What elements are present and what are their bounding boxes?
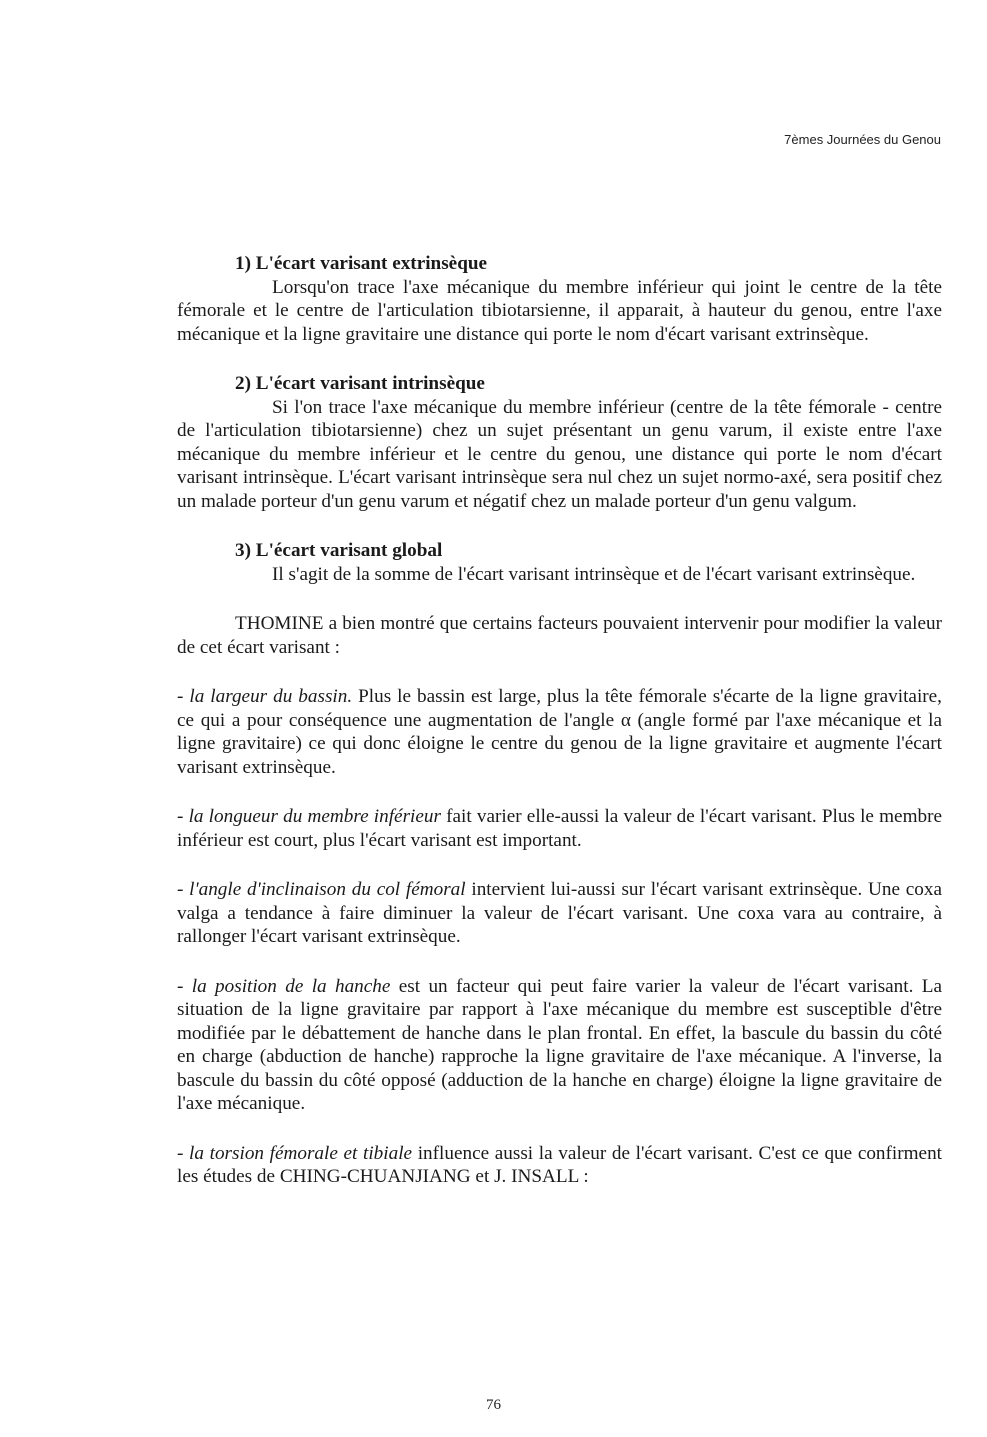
factor-label: - la position de la hanche bbox=[177, 975, 391, 997]
intro-paragraph: THOMINE a bien montré que certains facteurs pouvaient intervenir pour modifier la valeur de cet écart varisant : bbox=[177, 613, 942, 658]
factor-label: - l'angle d'inclinaison du col fémoral bbox=[177, 879, 466, 900]
factor-item bbox=[177, 805, 942, 852]
factor-label: - la torsion fémorale et tibiale bbox=[177, 1142, 413, 1164]
factor-text: intervient lui-aussi sur l'écart varisant extrinsèque. Une coxa valga a tendance à faire diminuer la valeur de l'écart varisant. Une coxa vara au contraire, à rallonger l'écart varisant extrinsèque. bbox=[177, 879, 942, 947]
section-paragraph: Lorsqu'on trace l'axe mécanique du membre inférieur qui joint le centre de la tête fémorale et le centre de l'articulation tibiotarsienne, il apparait, à hauteur du genou, entre l'axe mécanique et la ligne gravitaire une distance qui porte le nom d'écart varisant extrinsèque. bbox=[177, 276, 942, 345]
factor-text: fait varier elle-aussi la valeur de l'écart varisant. Plus le membre inférieur est court, plus l'écart varisant est important. bbox=[177, 806, 943, 851]
document-body bbox=[177, 252, 942, 1215]
page-number: 76 bbox=[486, 1397, 501, 1413]
intro-block bbox=[177, 612, 942, 659]
factor-label: - la largeur du bassin. bbox=[177, 686, 353, 707]
factor-item bbox=[177, 685, 942, 779]
factor-item bbox=[177, 878, 942, 949]
factor-label: - la longueur du membre inférieur bbox=[177, 806, 441, 827]
section-ecart-intrinseque bbox=[177, 372, 942, 513]
factor-text: Plus le bassin est large, plus la tête fémorale s'écarte de la ligne gravitaire, ce qui a pour conséquence une augmentation de l'angle α (angle formé par l'axe mécanique et la ligne gravitaire) ce qui donc éloigne le centre du genou de la ligne gravitaire et augmente l'écart varisant extrinsèque. bbox=[177, 686, 942, 778]
section-paragraph: Il s'agit de la somme de l'écart varisant intrinsèque et de l'écart varisant extrinsèque. bbox=[272, 563, 916, 585]
section-heading: 3) L'écart varisant global bbox=[235, 540, 443, 561]
section-ecart-global bbox=[177, 539, 942, 586]
factor-item bbox=[177, 1142, 942, 1189]
factor-item bbox=[177, 975, 942, 1116]
section-heading: 2) L'écart varisant intrinsèque bbox=[235, 373, 485, 394]
section-heading: 1) L'écart varisant extrinsèque bbox=[235, 253, 488, 274]
factor-text: est un facteur qui peut faire varier la valeur de l'écart varisant. La situation de la ligne gravitaire par rapport à l'axe mécanique du membre est susceptible d'être modifiée par le débattement de hanche dans le plan frontal. En effet, la bascule du bassin du côté en charge (abduction de hanche) rapproche la ligne gravitaire de l'axe mécanique. A l'inverse, la bascule du bassin du côté opposé (adduction de la hanche en charge) éloigne la ligne gravitaire de l'axe mécanique. bbox=[177, 975, 943, 1114]
running-header: 7èmes Journées du Genou bbox=[784, 132, 941, 147]
section-ecart-extrinseque bbox=[177, 252, 942, 346]
factor-text: influence aussi la valeur de l'écart varisant. C'est ce que confirment les études de CHING-CHUANJIANG et J. INSALL : bbox=[177, 1142, 943, 1187]
section-paragraph: Si l'on trace l'axe mécanique du membre inférieur (centre de la tête fémorale - centre de l'articulation tibiotarsienne) chez un sujet présentant un genu varum, il existe entre l'axe mécanique du membre inférieur et le centre du genou, une distance qui porte le nom d'écart varisant intrinsèque. L'écart varisant intrinsèque sera nul chez un sujet normo-axé, sera positif chez un malade porteur d'un genu varum et négatif chez un malade porteur d'un genu valgum. bbox=[177, 396, 942, 512]
